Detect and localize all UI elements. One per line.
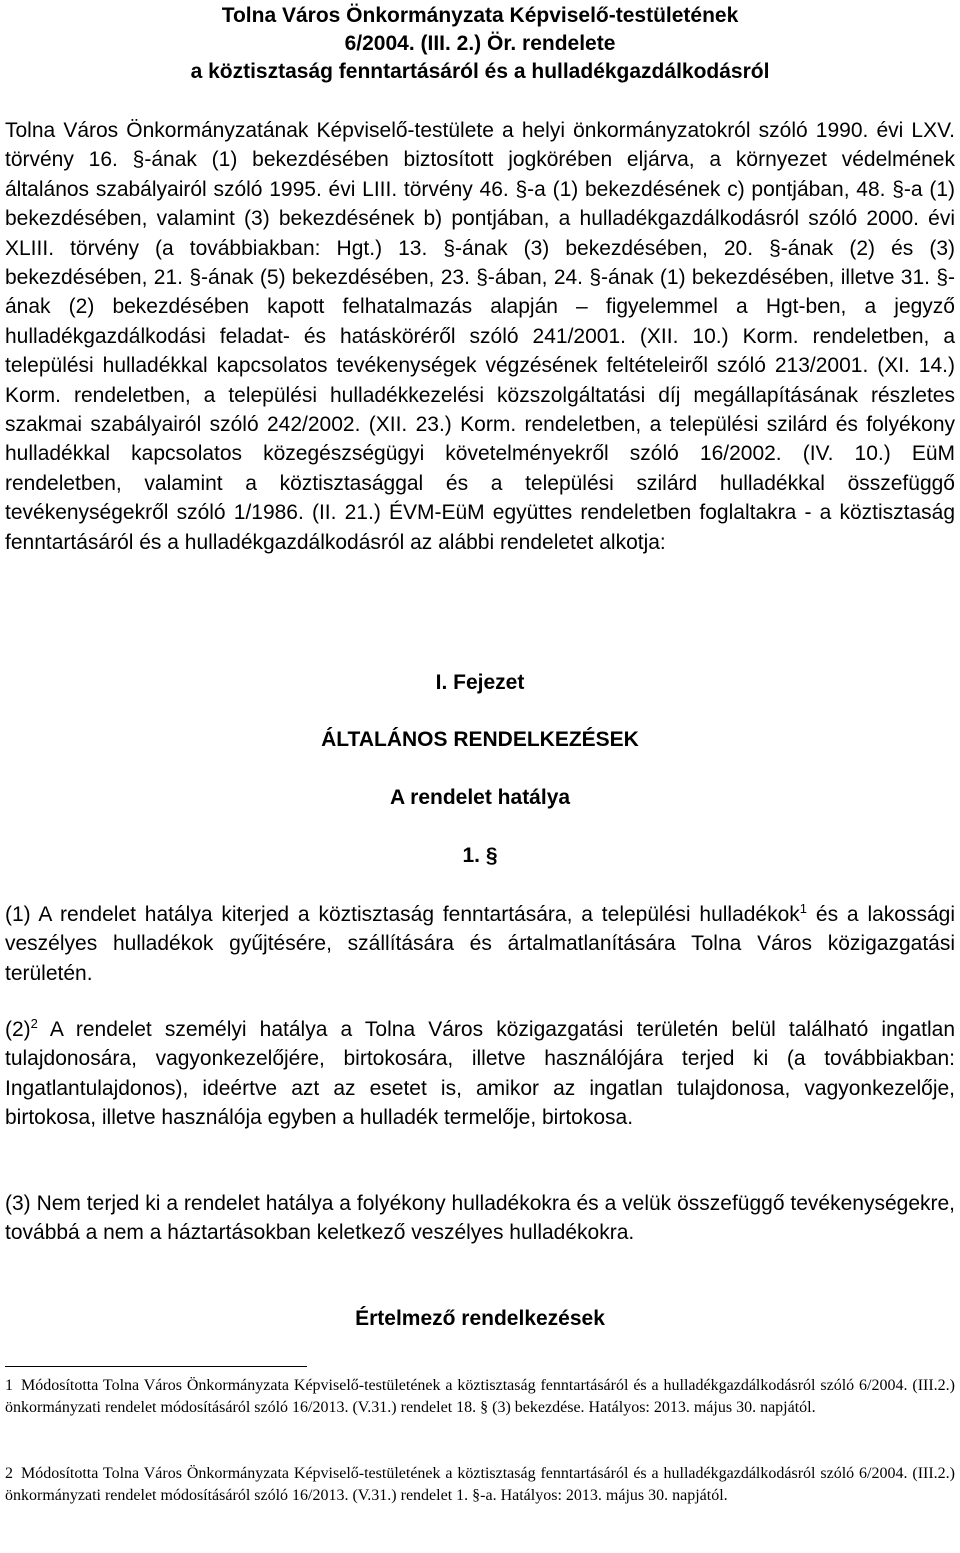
footnote-2-text: Módosította Tolna Város Önkormányzata Képviselő-testületének a köztisztaság fenntartásáról és a hulladékgazdálkodásról szóló 6/2004. (III.2.) önkormányzati rendelet módosításáról szóló 16/2013. (V.31.) rendelet 1. §-a. Hatályos: 2013. május 30. napjától. (5, 1465, 955, 1504)
footnote-2-number: 2 (5, 1465, 13, 1482)
footnote-1-number: 1 (5, 1377, 13, 1394)
paragraph-2 (5, 1015, 955, 1133)
footnote-ref-1[interactable]: 1 (799, 901, 808, 916)
preamble: Tolna Város Önkormányzatának Képviselő-testülete a helyi önkormányzatokról szóló 1990. évi LXV. törvény 16. §-ának (1) bekezdésében biztosított jogkörében eljárva, a környezet védelmének általános szabályairól szóló 1995. évi LIII. törvény 46. §-a (1) bekezdésének c) pontjában, 48. §-a (1) bekezdésében, valamint (3) bekezdésének b) pontjában, a hulladékgazdálkodásról szóló 2000. évi XLIII. törvény (a továbbiakban: Hgt.) 13. §-ának (3) bekezdésében, 20. §-ának (2) és (3) bekezdésében, 21. §-ának (5) bekezdésében, 23. §-ában, 24. §-ának (1) bekezdésében, illetve 31. §-ának (2) bekezdésében kapott felhatalmazás alapján – figyelemmel a Hgt-ben, a jegyző hulladékgazdálkodási feladat- és hatásköréről szóló 241/2001. (XII. 10.) Korm. rendeletben, a települési hulladékkal kapcsolatos tevékenységek végzésének feltételeiről szóló 213/2001. (XI. 14.) Korm. rendeletben, a települési hulladékkezelési közszolgáltatási díj megállapításának részletes szakmai szabályairól szóló 242/2002. (XII. 23.) Korm. rendeletben, a települési szilárd és folyékony hulladékkal kapcsolatos közegészségügyi követelményekről szóló 16/2002. (IV. 10.) EüM rendeletben, valamint a köztisztasággal és a települési szilárd hulladékkal összefüggő tevékenységekről szóló 1/1986. (II. 21.) ÉVM-EüM együttes rendeletben foglaltakra - a köztisztaság fenntartásáról és a hulladékgazdálkodásról az alábbi rendeletet alkotja: (5, 119, 955, 554)
paragraph-2-lead: (2) (5, 1018, 31, 1041)
document-title (0, 2, 960, 86)
section-2-heading: Értelmező rendelkezések (355, 1307, 605, 1330)
paragraph-1 (5, 900, 955, 988)
paragraph-1-continuation: és a lakossági veszélyes hulladékok gyűjtésére, szállítására és ártalmatlanítására Tolna Város közigazgatási területén. (5, 903, 955, 985)
title-line-2: 6/2004. (III. 2.) Ör. rendelete (344, 32, 616, 55)
footnote-2 (5, 1463, 955, 1507)
footnote-1 (5, 1375, 955, 1419)
chapter-number: I. Fejezet (435, 671, 525, 694)
section-heading: A rendelet hatálya (389, 786, 571, 809)
chapter-title: ÁLTALÁNOS RENDELKEZÉSEK (321, 728, 639, 751)
footnote-ref-2[interactable]: 2 (30, 1016, 38, 1031)
paragraph-number: 1. § (462, 844, 498, 867)
footnote-1-text: Módosította Tolna Város Önkormányzata Képviselő-testületének a köztisztaság fenntartásáról és a hulladékgazdálkodásról szóló 6/2004. (III.2.) önkormányzati rendelet módosításáról szóló 16/2013. (V.31.) rendelet 18. § (3) bekezdése. Hatályos: 2013. május 30. napjától. (5, 1377, 955, 1416)
paragraph-3: (3) Nem terjed ki a rendelet hatálya a folyékony hulladékokra és a velük összefüggő tevékenységekre, továbbá a nem a háztartásokban keletkező veszélyes hulladékokra. (5, 1192, 955, 1245)
footnote-separator (5, 1366, 307, 1367)
paragraph-1-text: (1) A rendelet hatálya kiterjed a köztisztaság fenntartására, a települési hulladékok (5, 903, 800, 926)
title-line-3: a köztisztaság fenntartásáról és a hulladékgazdálkodásról (190, 60, 770, 83)
title-line-1: Tolna Város Önkormányzata Képviselő-testületének (221, 4, 739, 27)
paragraph-2-text: A rendelet személyi hatálya a Tolna Város közigazgatási területén belül található ingatlan tulajdonosára, vagyonkezelőjére, birtokosára, illetve használójára terjed ki (a továbbiakban: Ingatlantulajdonos), ideértve azt az esetet is, amikor az ingatlan tulajdonosa, vagyonkezelője, birtokosa, illetve használója egyben a hulladék termelője, birtokosa. (5, 1018, 955, 1130)
